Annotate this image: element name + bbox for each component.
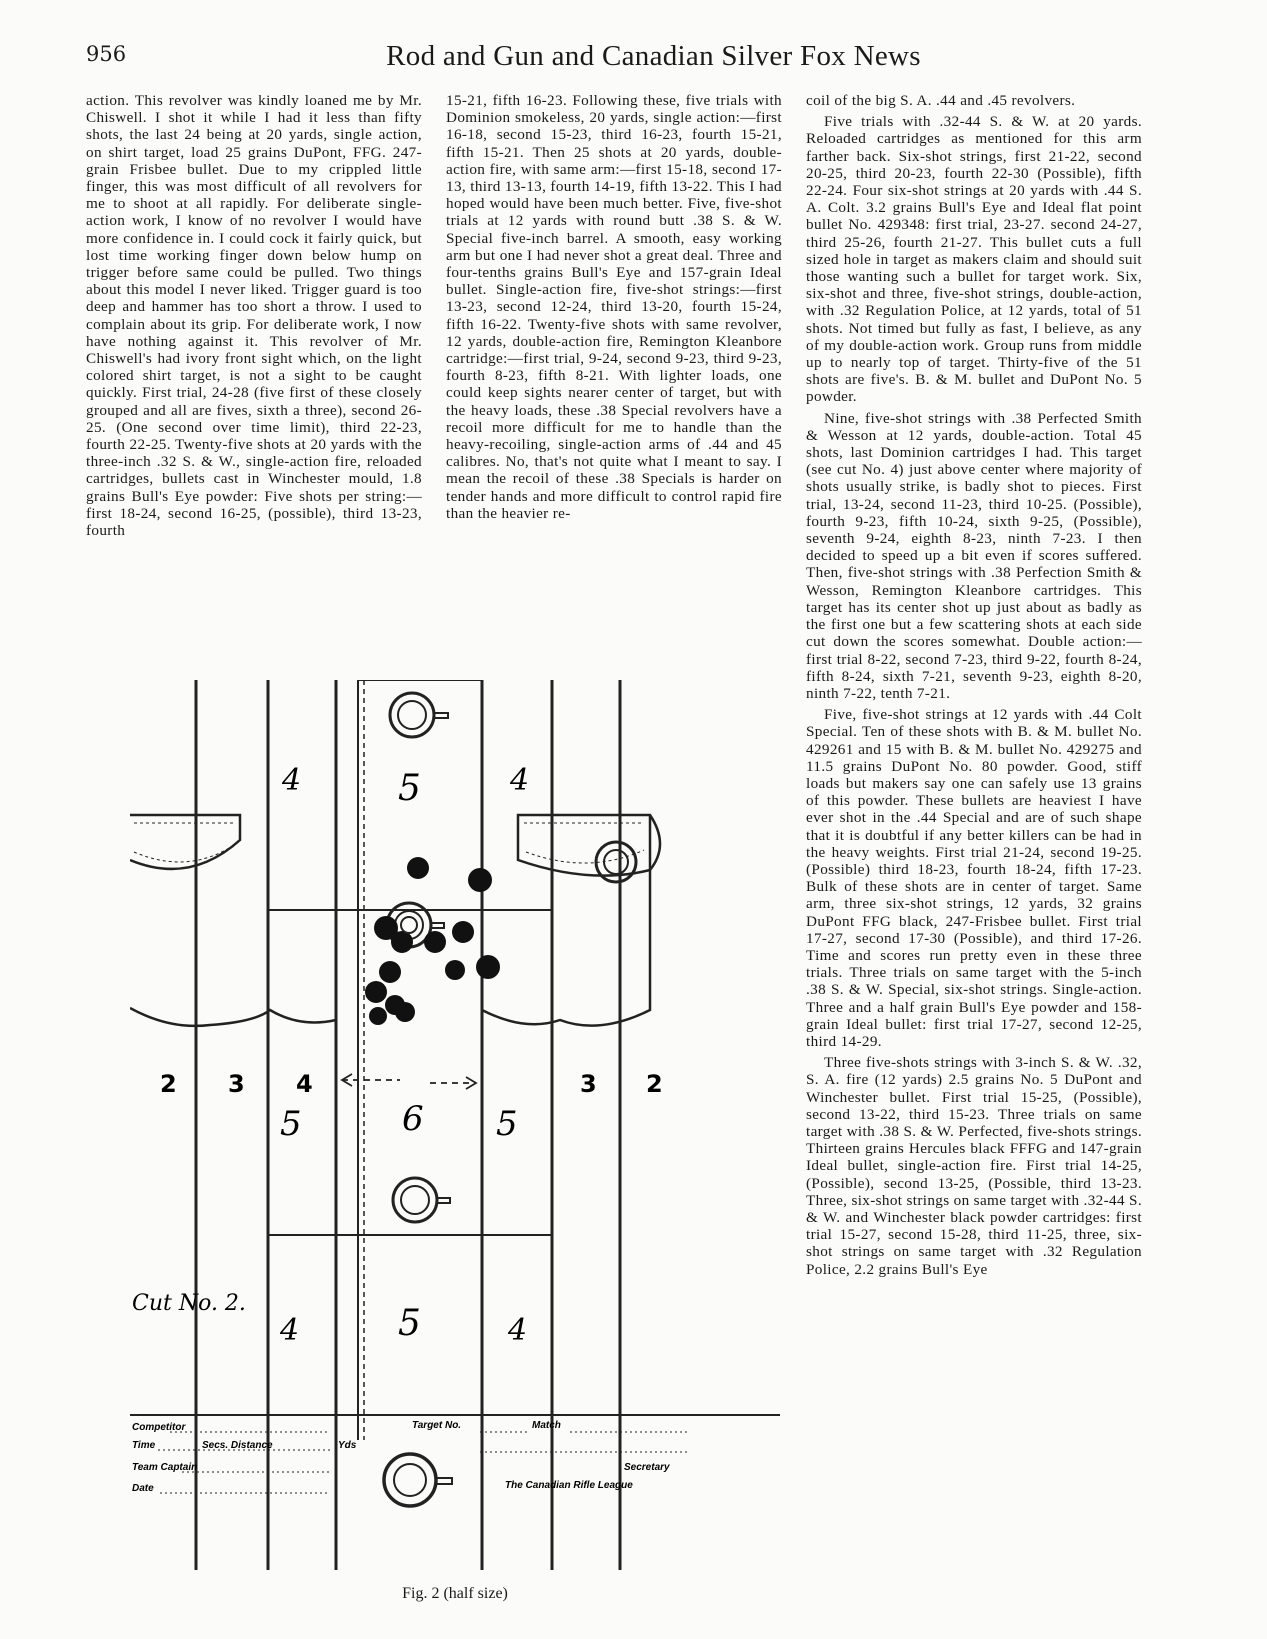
shot-hole-group (365, 857, 500, 1025)
paragraph: 15-21, fifth 16-23. Following these, five trials with Dominion smokeless, 20 yards, single action:—first 16-18, second 15-23, third 16-23, fourth 15-21, fifth 15-21. Then 25 shots at 20 yards, double-action fire, with same arm:—first 15-18, second 17-13, third 13-13, fourth 14-19, fifth 13-22. This I had hoped would have been much better. Five, five-shot trials at 12 yards with round butt .38 S. & W. Special five-inch barrel. A smooth, easy working arm but one I had never shot a great deal. Three and four-tenths grains Bull's Eye and 157-grain Ideal bullet. Single-action fire, five-shot strings:—first 13-23, second 12-24, third 13-20, fourth 15-24, fifth 16-22. Twenty-five shots with same revolver, 12 yards, double-action fire, Remington Kleanbore cartridge:—first trial, 9-24, second 9-23, third 9-23, fourth 8-23, fifth 8-21. With lighter loads, one could keep sights nearer center of target, but with the heavy loads, these .38 Special revolvers have a recoil more difficult for me to handle than the heavy-recoiling, single-action arms of .44 and 45 calibres. No, that's not quite what I meant to say. I mean the recoil of these .38 Specials is harder on tender hands and more difficult to control rapid fire than the heavier re- (446, 92, 782, 522)
form-label-yds: Yds (338, 1440, 357, 1451)
shot-hole (424, 931, 446, 953)
right-pocket-flap (518, 815, 660, 876)
shot-hole (407, 857, 429, 879)
target-drawing (130, 680, 780, 1570)
zone-score-label: 5 (280, 1104, 302, 1144)
form-label-match: Match (532, 1420, 561, 1431)
form-label-team-captain: Team Captain (132, 1462, 198, 1473)
paragraph: coil of the big S. A. .44 and .45 revolvers. (806, 92, 1076, 109)
page-number: 956 (86, 42, 127, 66)
form-label-league: The Canadian Rifle League (505, 1480, 633, 1491)
form-label-date: Date (132, 1483, 154, 1494)
zone-score-label: 3 (228, 1070, 245, 1098)
arrow-left-icon (342, 1074, 400, 1086)
shot-hole (365, 981, 387, 1003)
form-label-target-no: Target No. (412, 1420, 462, 1431)
running-head: Rod and Gun and Canadian Silver Fox News (386, 40, 921, 72)
zone-score-label: 5 (398, 1303, 421, 1344)
shot-hole (369, 1007, 387, 1025)
left-pocket-bottom (130, 1008, 336, 1026)
paragraph: Three five-shots strings with 3-inch S. & W. .32, S. A. fire (12 yards) 2.5 grains No. 5 DuPont and Winchester bullet. First trial 15-25, (Possible), second 13-22, third 15-23. Three trials on same target with .38 S. & W. Perfected, five-shots strings. Thirteen grains Hercules black FFFG and 147-grain Ideal bullet, single-action fire. First trial 14-25, (Possible), second 13-25, (Possible, third 13-23. Three, six-shot strings on same target with .32-44 S. & W. and Winchester black powder cartridges: first trial 15-27, second 15-28, third 11-25, three, six-shot strings on same target with .32 Regulation Police, 2.2 grains Bull's Eye (806, 1054, 1142, 1278)
form-label-secs-distance: Secs. Distance (202, 1440, 273, 1451)
shirt-target-figure (130, 680, 780, 1570)
figure-caption: Fig. 2 (half size) (402, 1585, 508, 1602)
button-icon (390, 693, 448, 737)
zone-score-label: 2 (646, 1070, 663, 1098)
form-label-secretary: Secretary (624, 1462, 670, 1473)
zone-score-label: 4 (280, 1313, 300, 1348)
button-icon (393, 1178, 450, 1222)
shot-hole (468, 868, 492, 892)
cut-label: Cut No. 2. (132, 1291, 246, 1316)
zone-score-label: 6 (402, 1099, 424, 1139)
paragraph: action. This revolver was kindly loaned me by Mr. Chiswell. I shot it while I had it less than fifty shots, the last 24 being at 20 yards, single action, on shirt target, load 25 grains DuPont, FFG. 247-grain Frisbee bullet. Due to my crippled little finger, this was most difficult of all revolvers for me to shoot at all rapidly. For deliberate single-action work, I know of no revolver I would have more confidence in. I could cock it fairly quick, but lost time working finger down below hump on trigger before same could be pulled. Two things about this model I never liked. Trigger guard is too deep and hammer has too short a throw. I used to complain about its grip. For deliberate work, I now have nothing against it. This revolver of Mr. Chiswell's had ivory front sight which, on the light colored shirt target, is not a sight to be caught quickly. First trial, 24-28 (five first of these closely grouped and all are fives, sixth a three), second 26-25. (One second over time limit), third 22-23, fourth 22-25. Twenty-five shots at 20 yards with the three-inch .32 S. & W., single-action fire, reloaded cartridges, bullets cast in Winchester mould, 1.8 grains Bull's Eye powder: Five shots per string:—first 18-24, second 16-25, (possible), third 13-23, fourth (86, 92, 422, 540)
zone-score-label: 4 (296, 1070, 313, 1098)
zone-score-label: 2 (160, 1070, 177, 1098)
zone-score-label: 4 (282, 763, 302, 798)
right-pocket-bottom (482, 815, 650, 1026)
text-column-1 (86, 92, 422, 539)
text-column-3 (806, 92, 1142, 1278)
shot-hole (379, 961, 401, 983)
arrow-right-icon (430, 1077, 476, 1089)
shot-hole (445, 960, 465, 980)
shot-hole (452, 921, 474, 943)
paragraph: Five, five-shot strings at 12 yards with .44 Colt Special. Ten of these shots with B. & M. bullet No. 429261 and 15 with B. & M. bullet No. 429275 and 11.5 grains DuPont No. 80 powder. Good, stiff loads but makers say one can safely use 13 grains of this powder. These bullets are heaviest I have ever shot in the .44 Special and are of such shape that it is doubtful if any better killers can be had in the heavy weights. First trial 21-24, second 19-25. (Possible) third 18-23, fourth 18-24, fifth 17-23. Bulk of these shots are in center of target. Same arm, three six-shot strings, 12 yards, 32 grains DuPont FFG black, 247-Frisbee bullet. First trial 17-27, second 17-30 (Possible), and third 17-26. Time and scores run pretty even in these three trials. Three trials on same target with the 5-inch .38 S. & W. Special, six-shot strings. Single-action. Three and a half grain Bull's Eye powder and 158-grain Ideal bullet: first trial 17-27, second 12-25, third 14-29. (806, 706, 1142, 1050)
shot-hole (391, 931, 413, 953)
shot-hole (476, 955, 500, 979)
zone-score-label: 5 (398, 768, 421, 809)
shot-hole (395, 1002, 415, 1022)
form-label-time: Time (132, 1440, 156, 1451)
zone-score-label: 5 (496, 1104, 518, 1144)
text-column-2 (446, 92, 782, 522)
paragraph: Five trials with .32-44 S. & W. at 20 yards. Reloaded cartridges as mentioned for this arm farther back. Six-shot strings, first 21-22, second 20-25, third 20-23, fourth 22-30 (Possible), fifth 22-24. Four six-shot strings at 20 yards with .44 S. A. Colt. 3.2 grains Bull's Eye and Ideal flat point bullet No. 429348: first trial, 23-27. second 24-27, third 25-26, fourth 21-27. This bullet cuts a full sized hole in target as makers claim and should suit those wanting such a bullet for target work. Six, six-shot and three, five-shot strings, double-action, with .32 Regulation Police, at 12 yards, total of 51 shots. Not timed but fully as fast, I believe, as any of my double-action work. Group runs from middle up to nearly top of target. Thirty-five of the 51 shots are five's. B. & M. bullet and DuPont No. 5 powder. (806, 113, 1142, 406)
zone-score-label: 4 (510, 763, 530, 798)
form-label-competitor: Competitor (132, 1422, 186, 1433)
button-icon (384, 1454, 452, 1506)
paragraph: Nine, five-shot strings with .38 Perfected Smith & Wesson at 12 yards, double-action. Total 45 shots, last Dominion cartridges I had. This target (see cut No. 4) just above center where majority of shots usually strike, is badly shot to pieces. First trial, 13-24, second 11-23, third 10-25. (Possible), fourth 9-23, fifth 10-24, sixth 9-25, (Possible), seventh 9-24, eighth 8-23, ninth 7-23. I then decided to speed up a bit even if scores suffered. Then, five-shot strings with .38 Perfection Smith & Wesson, Remington Kleanbore cartridges. This target has its center shot up just about as badly as the first one but a few scattering shots at each side cut down the scores somewhat. Double action:—first trial 8-22, second 7-23, third 9-22, fourth 8-24, fifth 8-24, sixth 7-21, seventh 9-23, eighth 8-20, ninth 7-22, tenth 7-21. (806, 409, 1142, 702)
zone-score-label: 3 (580, 1070, 597, 1098)
zone-score-label: 4 (508, 1313, 528, 1348)
